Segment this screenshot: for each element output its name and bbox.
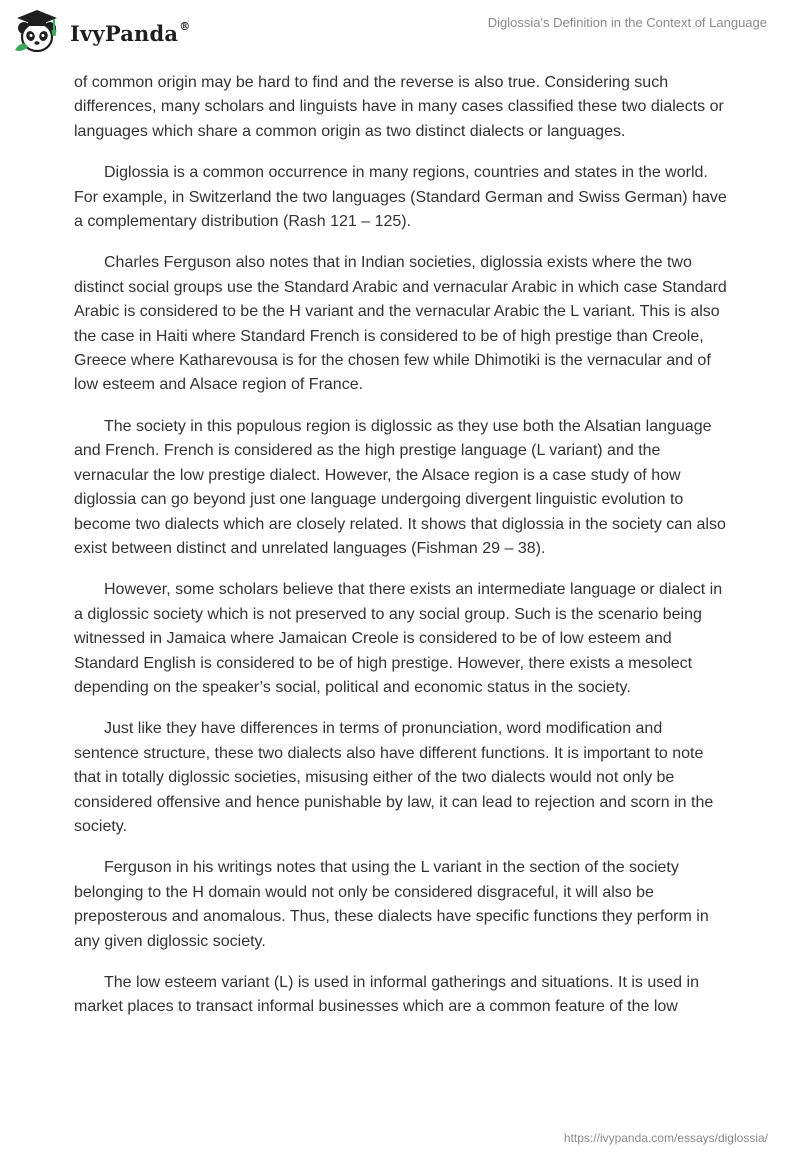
paragraph: Charles Ferguson also notes that in Indian societies, diglossia exists where the two distinct social groups use the Standard Arabic and vernacular Arabic in which case Standard Arabic is considered to be the H variant and the vernacular Arabic the L variant. This is also the case in Haiti where Standard French is considered to be of high prestige than Creole, Greece where Katharevousa is for the chosen few while Dhimotiki is the vernacular and of low esteem and Alsace region of France.	[74, 254, 727, 394]
registered-mark: ®	[179, 19, 191, 33]
panda-graduate-logo-icon	[12, 6, 62, 56]
essay-body	[74, 71, 728, 1037]
paragraph: The low esteem variant (L) is used in informal gatherings and situations. It is used in market places to transact informal businesses which are a common feature of the low	[74, 974, 699, 1016]
paragraph: Diglossia is a common occurrence in many regions, countries and states in the world. For example, in Switzerland the two languages (Standard German and Swiss German) have a complementary distribution (Rash 121 – 125).	[74, 164, 727, 231]
paragraph: of common origin may be hard to find and the reverse is also true. Considering such differences, many scholars and linguists have in many cases classified these two dialects or languages which share a common origin as two distinct dialects or languages.	[74, 74, 724, 140]
page-header	[0, 0, 800, 64]
paragraph: However, some scholars believe that there exists an intermediate language or dialect in a diglossic society which is not preserved to any social group. Such is the scenario being witnessed in Jamaica where Jamaican Creole is considered to be of low esteem and Standard English is considered to be of high prestige. However, there exists a mesolect depending on the speaker’s social, political and economic status in the society.	[74, 581, 723, 696]
paragraph: Ferguson in his writings notes that using the L variant in the section of the society belonging to the H domain would not only be considered disgraceful, it will also be preposterous and anomalous. Thus, these dialects have specific functions they perform in any given diglossic society.	[74, 859, 709, 950]
document-title: Diglossia's Definition in the Context of Language	[487, 15, 767, 30]
brand-name: IvyPanda®	[70, 19, 191, 46]
source-url[interactable]: https://ivypanda.com/essays/diglossia/	[563, 1131, 768, 1145]
paragraph: Just like they have differences in terms of pronunciation, word modification and sentence structure, these two dialects also have different functions. It is important to note that in totally diglossic societies, misusing either of the two dialects would not only be considered offensive and hence punishable by law, it can lead to rejection and scorn in the society.	[74, 720, 714, 835]
brand-logo[interactable]	[12, 6, 190, 56]
paragraph: The society in this populous region is diglossic as they use both the Alsatian language and French. French is considered as the high prestige language (L variant) and the vernacular the low prestige dialect. However, the Alsace region is a case study of how diglossia can go beyond just one language undergoing divergent linguistic evolution to become two dialects which are closely related. It shows that diglossia in the society can also exist between distinct and unrelated languages (Fishman 29 – 38).	[74, 417, 726, 557]
